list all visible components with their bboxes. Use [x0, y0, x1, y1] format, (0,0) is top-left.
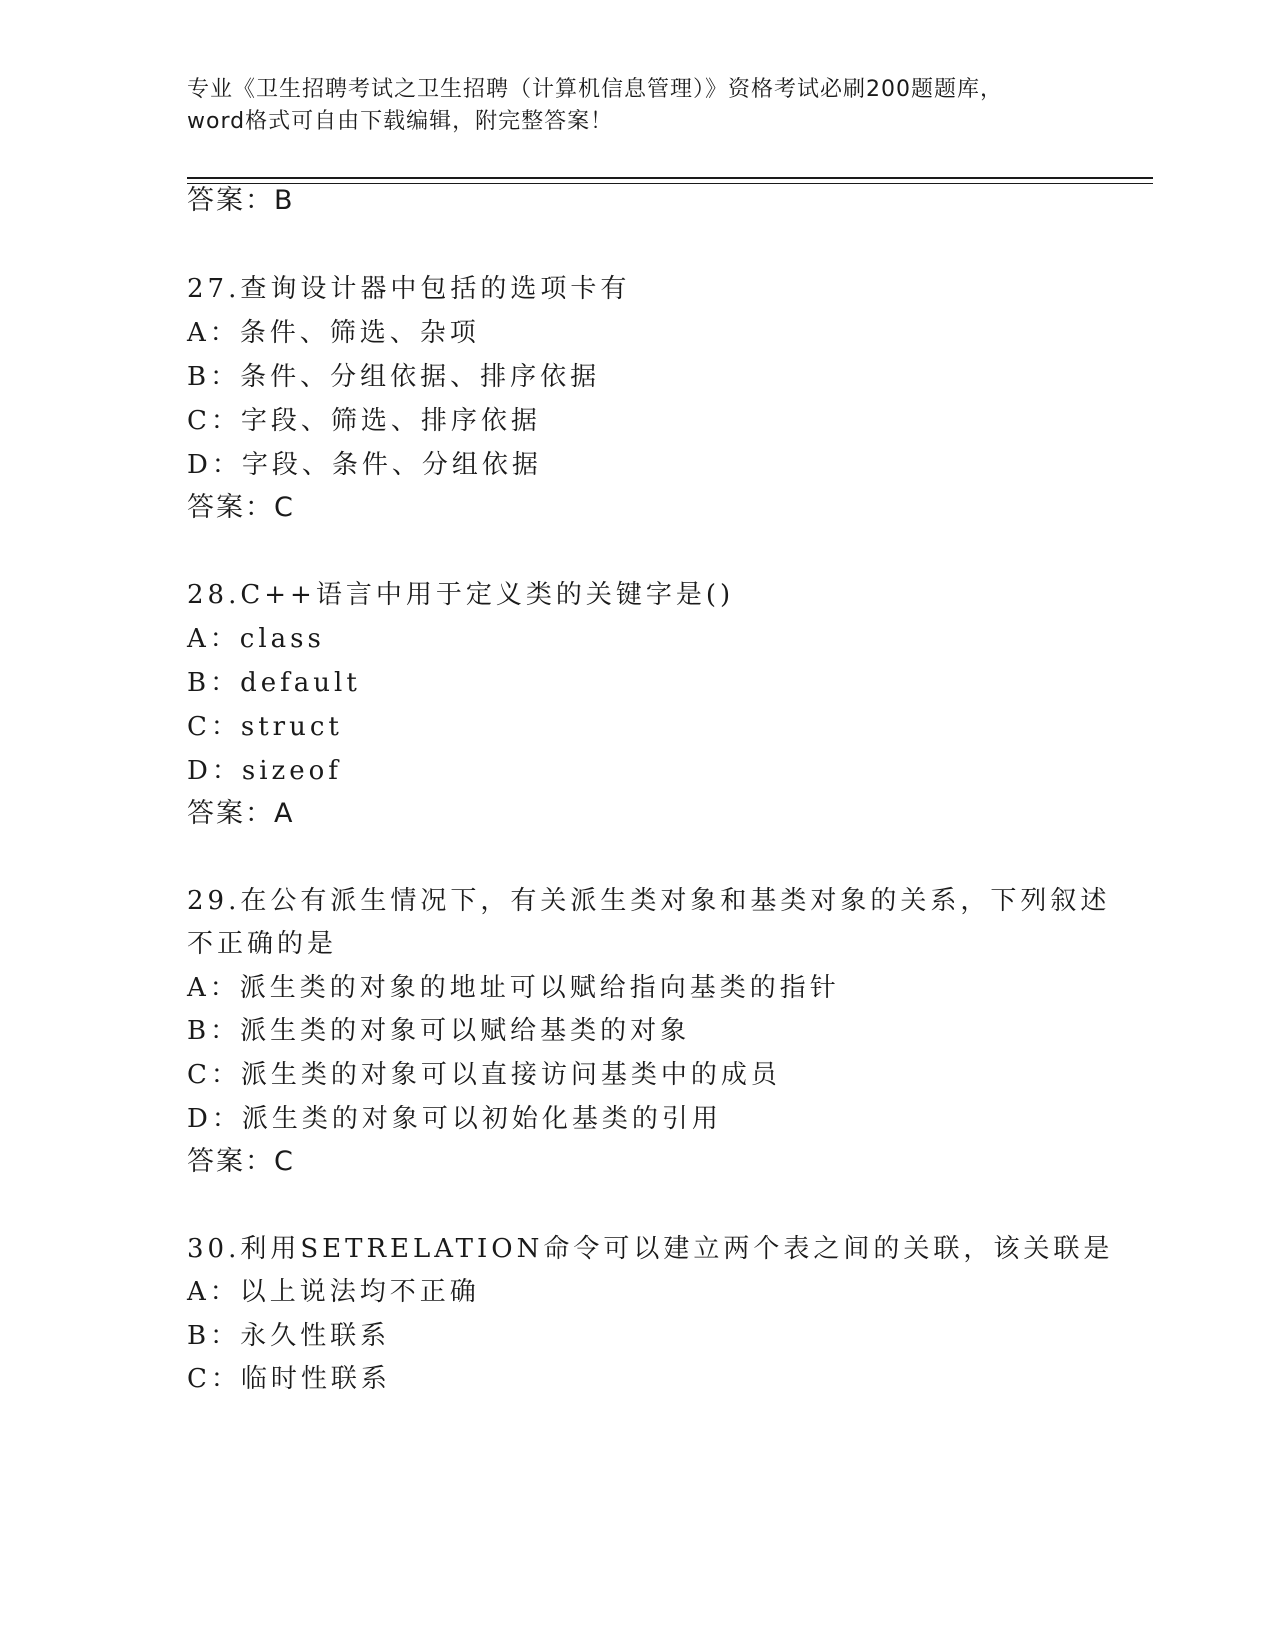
question-29-option-d: D：派生类的对象可以初始化基类的引用	[187, 1104, 722, 1134]
header-divider-thin	[187, 183, 1153, 184]
question-30-option-b: B：永久性联系	[187, 1321, 391, 1351]
previous-answer: 答案：B	[187, 185, 295, 216]
question-27-option-d: D：字段、条件、分组依据	[187, 450, 542, 480]
question-28-answer: 答案：A	[187, 798, 295, 829]
question-30-option-c: C：临时性联系	[187, 1364, 391, 1394]
question-27-stem: 27.查询设计器中包括的选项卡有	[187, 274, 631, 304]
question-28-stem: 28.C++语言中用于定义类的关键字是()	[187, 580, 735, 610]
question-29-stem-line-2: 不正确的是	[187, 929, 338, 959]
header-title-line-2: word格式可自由下载编辑，附完整答案！	[187, 109, 614, 134]
question-28-option-b: B：default	[187, 668, 361, 698]
question-27-option-c: C：字段、筛选、排序依据	[187, 406, 541, 436]
header-divider-thick	[187, 177, 1153, 179]
question-29-option-a: A：派生类的对象的地址可以赋给指向基类的指针	[187, 973, 840, 1003]
question-28-option-d: D：sizeof	[187, 756, 342, 786]
document-header	[187, 74, 1087, 138]
header-title-line-1: 专业《卫生招聘考试之卫生招聘（计算机信息管理）》资格考试必刷200题题库，	[187, 77, 1003, 102]
question-27-option-b: B：条件、分组依据、排序依据	[187, 362, 601, 392]
question-29-stem-line-1: 29.在公有派生情况下，有关派生类对象和基类对象的关系，下列叙述	[187, 886, 1111, 916]
question-29-option-b: B：派生类的对象可以赋给基类的对象	[187, 1016, 691, 1046]
question-29-option-c: C：派生类的对象可以直接访问基类中的成员	[187, 1060, 781, 1090]
question-28-option-a: A：class	[187, 624, 325, 654]
question-30-option-a: A：以上说法均不正确	[187, 1277, 480, 1307]
question-28-option-c: C：struct	[187, 712, 343, 742]
question-30-stem: 30.利用SETRELATION命令可以建立两个表之间的关联，该关联是	[187, 1234, 1114, 1264]
question-27-answer: 答案：C	[187, 492, 295, 523]
question-29-answer: 答案：C	[187, 1146, 295, 1177]
question-27-option-a: A：条件、筛选、杂项	[187, 318, 480, 348]
